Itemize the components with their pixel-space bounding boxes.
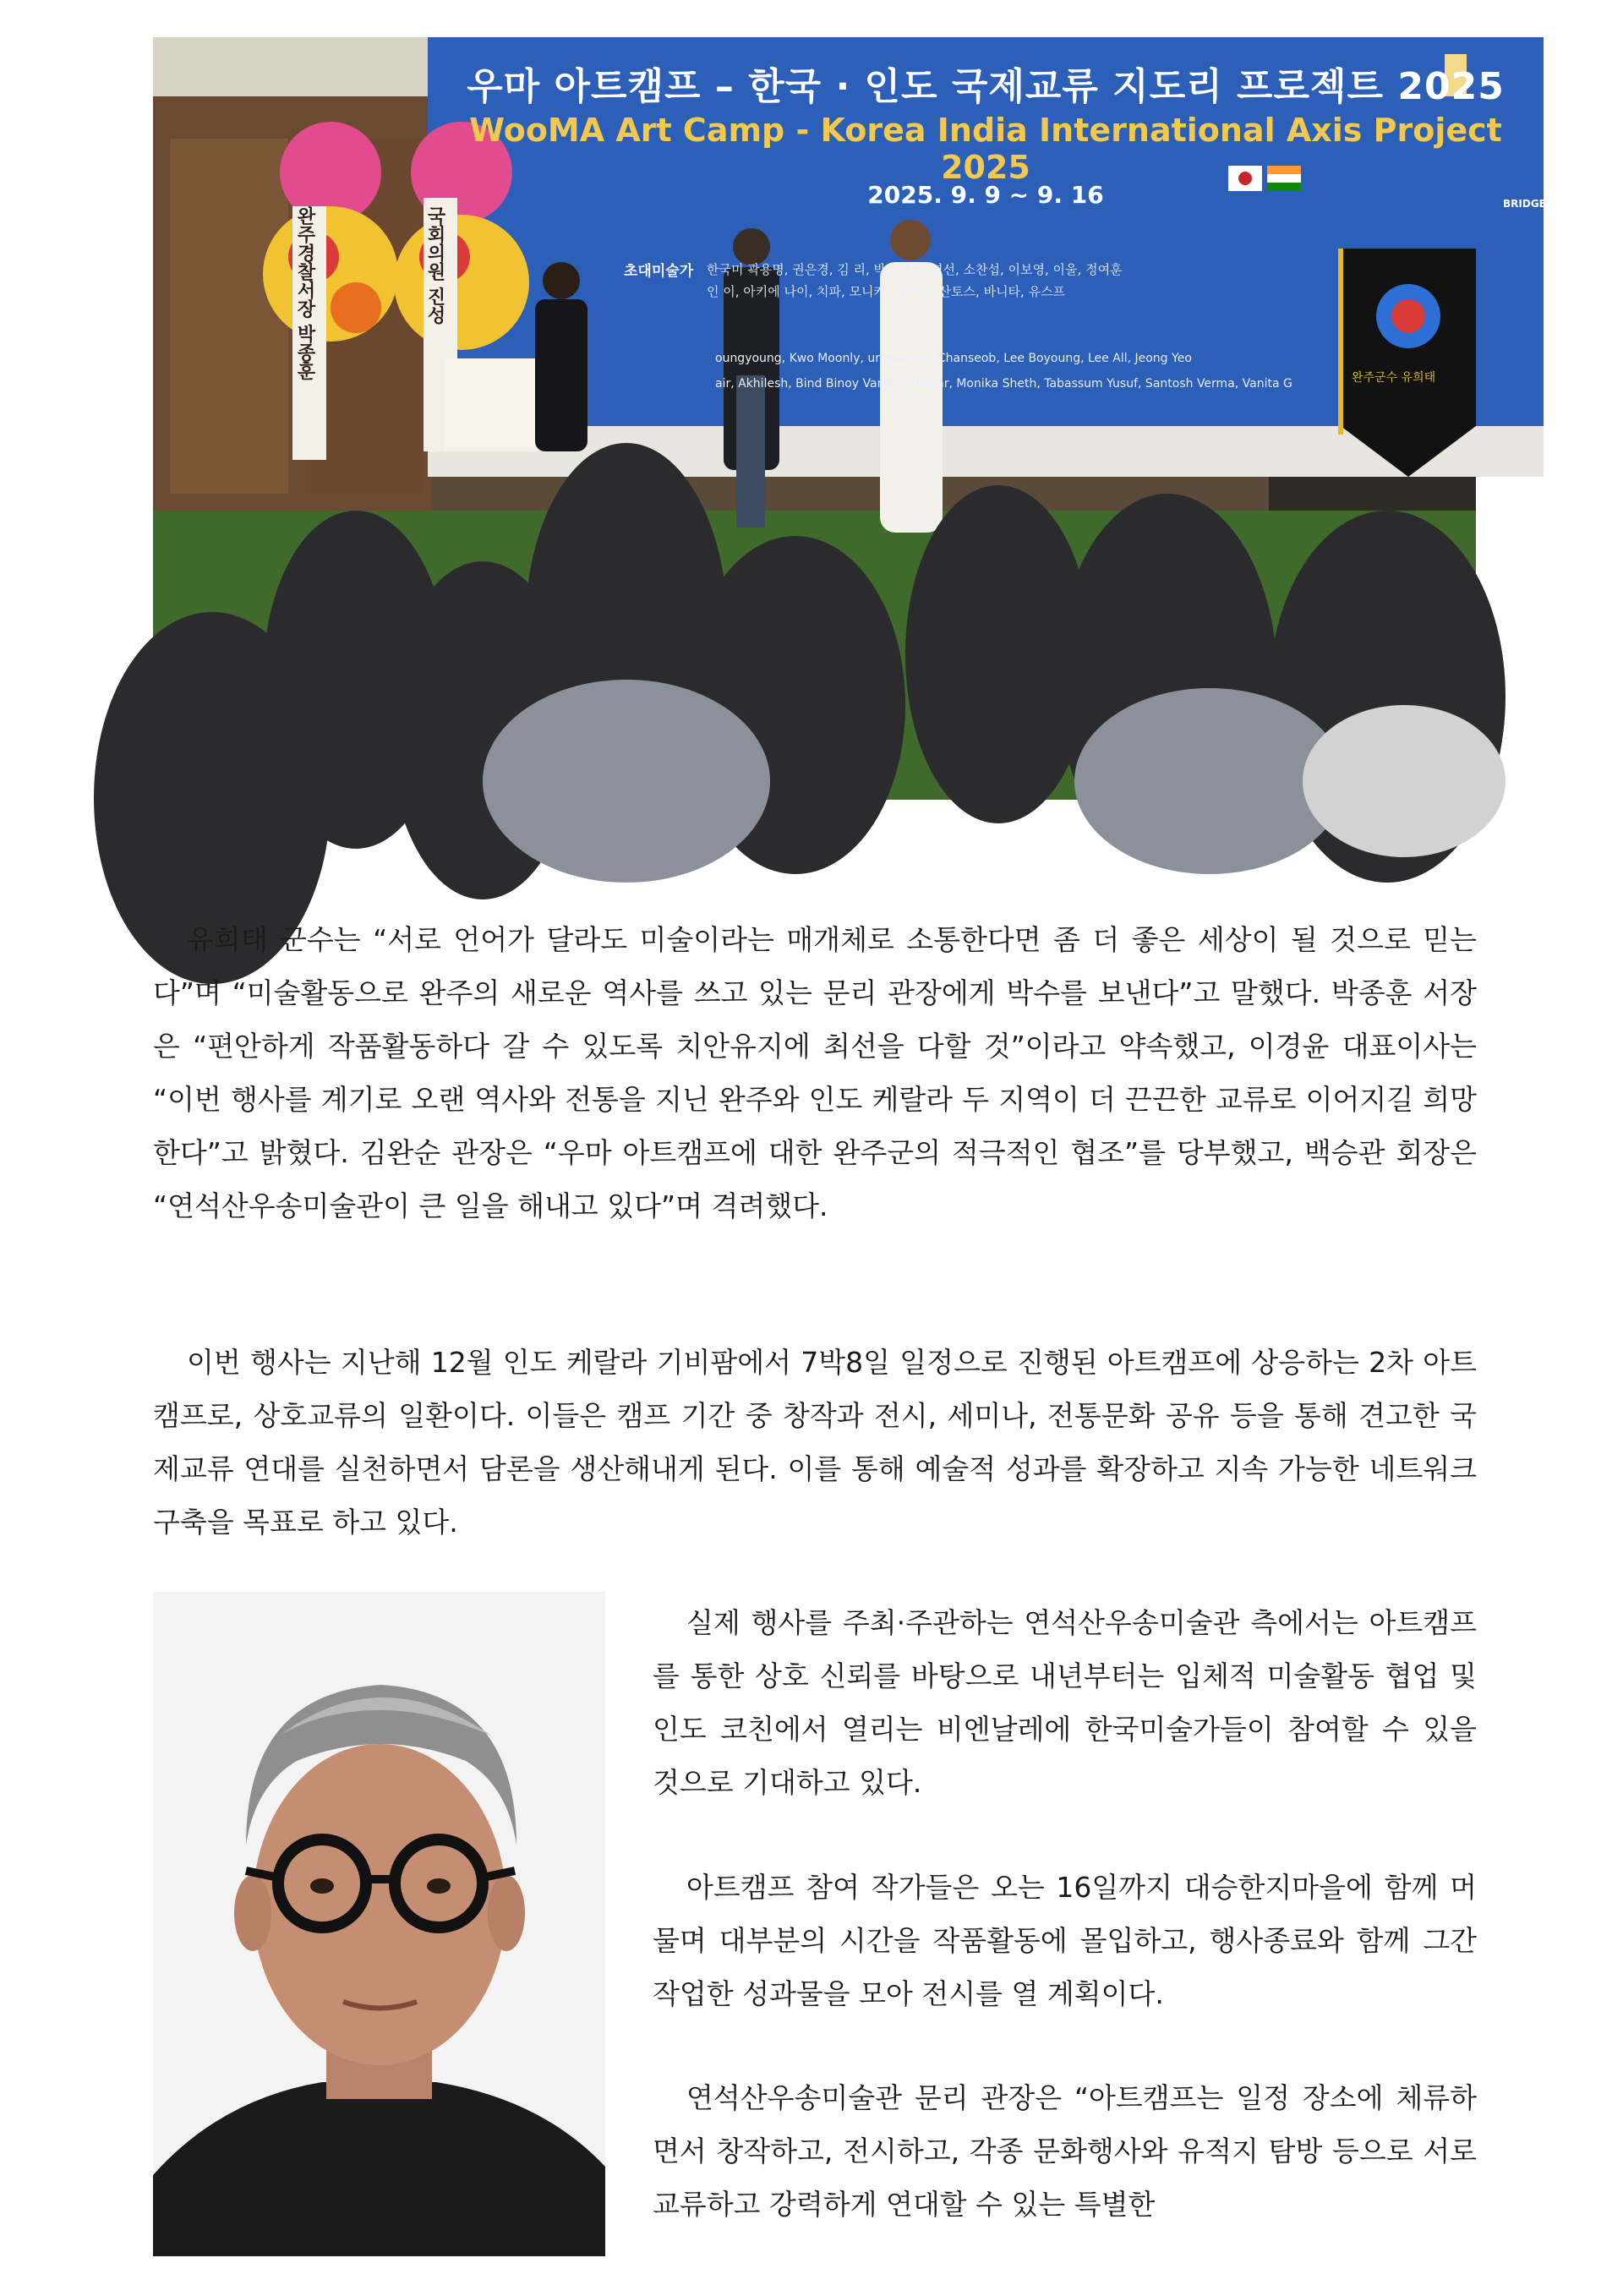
banner-invited-label: 초대미술가 [624, 263, 694, 280]
article-paragraph [653, 1596, 1477, 1809]
article-paragraph-text: 연석산우송미술관 문리 관장은 “아트캠프는 일정 장소에 체류하면서 창작하고, 전시하고, 각종 문화행사와 유적지 탐방 등으로 서로 교류하고 강력하게 연대할 수 있는 특별한 [653, 2081, 1477, 2221]
article-paragraph-text: 유희태 군수는 “서로 언어가 달라도 미술이라는 매개체로 소통한다면 좀 더 좋은 세상이 될 것으로 믿는다”며 “미술활동으로 완주의 새로운 역사를 쓰고 있는 문리 관장에게 박수를 보낸다”고 말했다. 박종훈 서장은 “편안하게 작품활동하다 갈 수 있도록 치안유지에 최선을 다할 것”이라고 약속했고, 이경윤 대표이사는 “이번 행사를 계기로 오랜 역사와 전통을 지닌 완주와 인도 케랄라 두 지역이 더 끈끈한 교류로 이어지길 희망한다”고 밝혔다. 김완순 관장은 “우마 아트캠프에 대한 완주군의 적극적인 협조”를 당부했고, 백승관 회장은 “연석산우송미술관이 큰 일을 해내고 있다”며 격려했다. [153, 923, 1477, 1222]
portrait-figure [153, 1592, 605, 2256]
banner-dates: 2025. 9. 9 ~ 9. 16 [867, 181, 1104, 209]
wreath-ribbon-left: 완주경찰서장 박종훈 [294, 206, 315, 380]
banner-invited-line: air, Akhilesh, Bind Binoy Varghe dhakar, Monika Sheth, Tabassum Yusuf, Santosh Verma, Vanita G [715, 377, 1292, 391]
article-paragraph [153, 913, 1477, 1233]
banner-title-korean: 우마 아트캠프 – 한국 · 인도 국제교류 지도리 프로젝트 2025 [467, 65, 1505, 108]
pennant-caption: 완주군수 유희태 [1352, 371, 1436, 385]
article-paragraph-text: 아트캠프 참여 작가들은 오는 16일까지 대승한지마을에 함께 머물며 대부분의 시간을 작품활동에 몰입하고, 행사종료와 함께 그간 작업한 성과물을 모아 전시를 열 계획이다. [653, 1871, 1477, 2010]
article-paragraph [653, 2071, 1477, 2231]
banner-bridge-label: BRIDGE [1503, 198, 1546, 210]
banner-invited-line: oungyoung, Kwo Moonly, ungsun, So Chanseob, Lee Boyoung, Lee All, Jeong Yeo [715, 352, 1192, 365]
portrait-photo [153, 1592, 605, 2256]
event-photo [153, 37, 1546, 800]
banner-invited-line: 한국미 곽용명, 권은경, 김 리, 박승만, 박영선, 소찬섭, 이보영, 이울, 정여훈 [707, 262, 1123, 277]
banner-title-english: WooMA Art Camp - Korea India International Axis Project 2025 [469, 112, 1502, 186]
article-paragraph [153, 1336, 1477, 1549]
banner-invited-line: 인 이, 아키에 나이, 치파, 모니카, 타바숨, 산토스, 바니타, 유스프 [707, 284, 1066, 299]
article-paragraph-text: 실제 행사를 주최·주관하는 연석산우송미술관 측에서는 아트캠프를 통한 상호 신뢰를 바탕으로 내년부터는 입체적 미술활동 협업 및 인도 코친에서 열리는 비엔날레에 한국미술가들이 참여할 수 있을 것으로 기대하고 있다. [653, 1606, 1477, 1799]
article-paragraph-text: 이번 행사는 지난해 12월 인도 케랄라 기비팜에서 7박8일 일정으로 진행된 아트캠프에 상응하는 2차 아트캠프로, 상호교류의 일환이다. 이들은 캠프 기간 중 창작과 전시, 세미나, 전통문화 공유 등을 통해 견고한 국제교류 연대를 실천하면서 담론을 생산해내게 된다. 이를 통해 예술적 성과를 확장하고 지속 가능한 네트워크 구축을 목표로 하고 있다. [153, 1346, 1477, 1539]
event-banner [428, 37, 1544, 477]
wreath-ribbon-right: 국회의원 진성 [424, 206, 445, 325]
banner-invited-names [707, 259, 1341, 303]
article-paragraph [653, 1861, 1477, 2020]
